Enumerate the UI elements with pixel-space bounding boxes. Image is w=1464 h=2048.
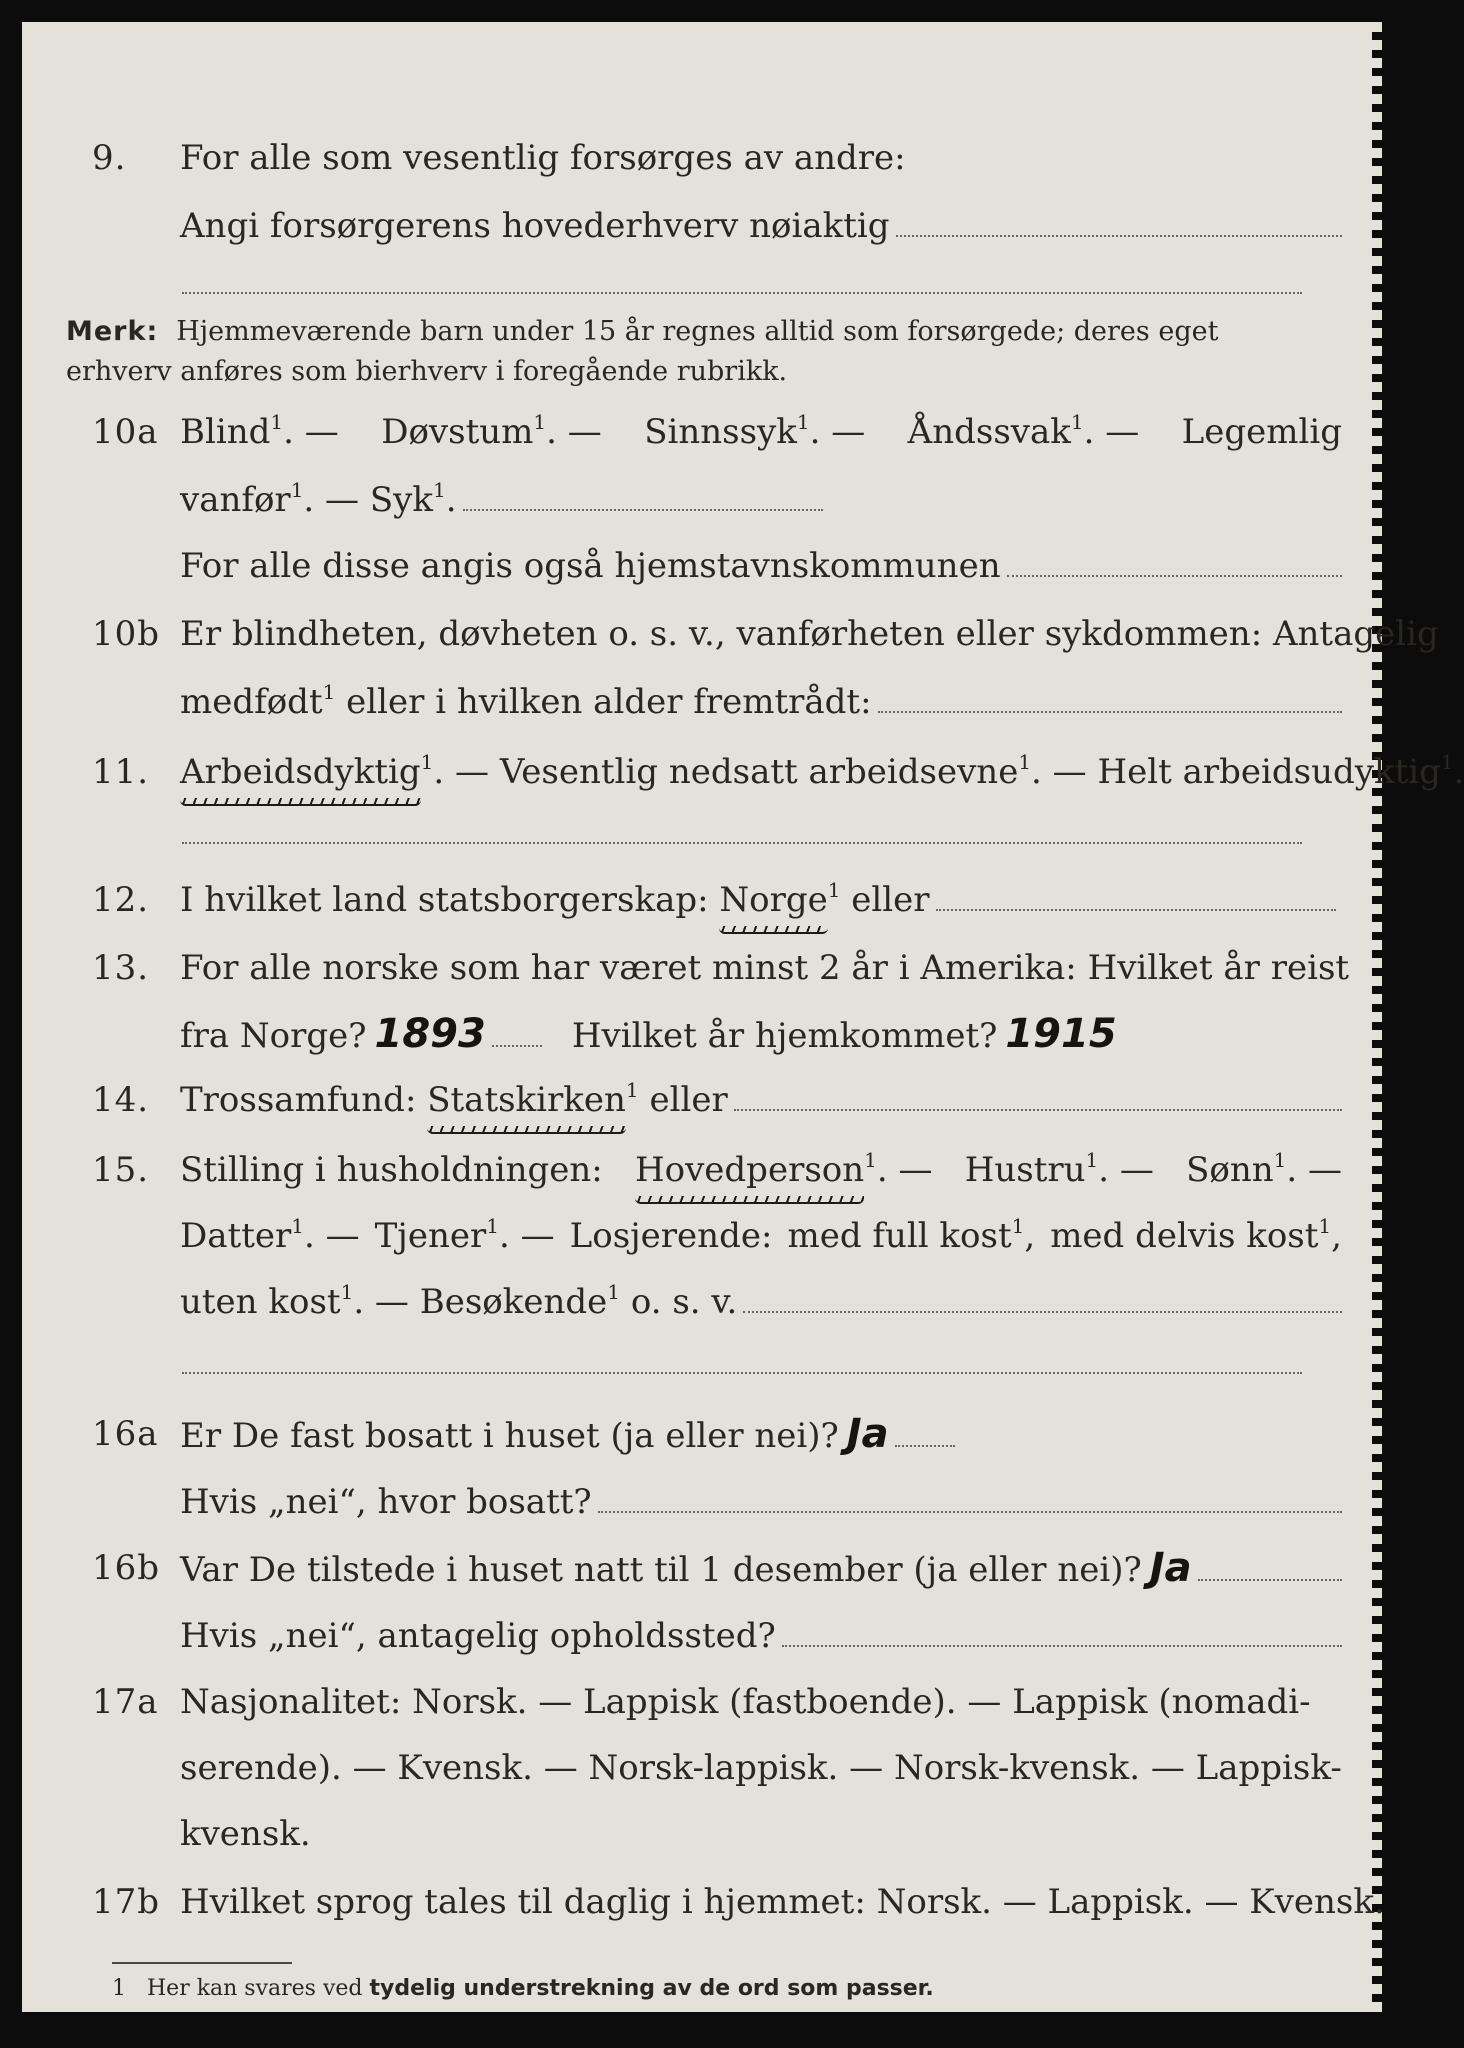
q12-eller: eller: [851, 880, 930, 920]
q11-row: 11. Arbeidsdyktig$^1$. — Vesentlig nedsatt arbeidsevne$^1$. — Helt arbeidsudyktig$^1$.: [62, 744, 1342, 800]
q17a-row2: [62, 1740, 1342, 1796]
option-norge-underlined[interactable]: Norge: [719, 872, 827, 928]
option-delvis-kost[interactable]: med delvis kost: [1050, 1216, 1319, 1256]
q15-row3: uten kost$^1$. — Besøkende$^1$ o. s. v.: [62, 1274, 1342, 1330]
q9-row: [62, 130, 1342, 186]
option-sinnssyk[interactable]: Sinnssyk: [644, 412, 797, 452]
q11-number: 11.: [92, 752, 150, 792]
q16a-number: 16a: [92, 1414, 159, 1454]
q13-fra: fra Norge?: [180, 1016, 367, 1056]
q14-row: 14. Trossamfund: Statskirken$^1$ eller: [62, 1072, 1342, 1128]
q9-number: 9.: [92, 138, 127, 178]
q13-row2: [62, 1006, 1342, 1062]
footnote-rule: [112, 1962, 292, 1964]
q10b-row: [62, 606, 1439, 662]
q16b-answer-line[interactable]: [782, 1645, 1342, 1647]
q9-answer-line[interactable]: [896, 235, 1342, 237]
option-helt-arbeidsudyktig[interactable]: Helt arbeidsudyktig: [1097, 752, 1441, 792]
option-vesentlig-nedsatt[interactable]: Vesentlig nedsatt arbeidsevne: [499, 752, 1019, 792]
q10b-number: 10b: [92, 614, 161, 654]
q16a-line1: Er De fast bosatt i huset (ja eller nei)?: [180, 1416, 839, 1456]
q17a-line3: kvensk.: [180, 1814, 311, 1854]
option-dovstum[interactable]: Døvstum: [381, 412, 534, 452]
q15-number: 15.: [92, 1150, 150, 1190]
option-arbeidsdyktig-underlined[interactable]: Arbeidsdyktig: [180, 744, 421, 800]
q12-text: I hvilket land statsborgerskap:: [180, 880, 709, 920]
option-hustru[interactable]: Hustru: [964, 1150, 1086, 1190]
q16b-number: 16b: [92, 1548, 161, 1588]
footnote-bold-text: tydelig understrekning av de ord som passer.: [369, 1976, 934, 2001]
q13-hjem: Hvilket år hjemkommet?: [571, 1016, 998, 1056]
q16a-answer-line[interactable]: [598, 1511, 1342, 1513]
option-legemlig[interactable]: Legemlig: [1181, 412, 1342, 452]
option-blind[interactable]: Blind: [180, 412, 271, 452]
q10b-line2: eller i hvilken alder fremtrådt:: [346, 682, 872, 722]
q17b-number: 17b: [92, 1882, 161, 1922]
option-vanfor[interactable]: vanfør: [180, 480, 291, 520]
q13-line1: For alle norske som har været minst 2 år i Amerika: Hvilket år reist: [180, 948, 1350, 988]
q11-answer-line[interactable]: [182, 842, 1302, 844]
q17b-line1: Hvilket sprog tales til daglig i hjemmet: Norsk. — Lappisk. — Kvensk.: [180, 1882, 1385, 1922]
q16a-row2: [62, 1474, 1342, 1530]
option-andssvak[interactable]: Åndssvak: [907, 412, 1071, 452]
q10a-number: 10a: [92, 412, 159, 452]
q9-line1: For alle som vesentlig forsørges av andre:: [180, 138, 906, 178]
q16b-row2: [62, 1608, 1342, 1664]
handwritten-year-departed[interactable]: 1893: [374, 1011, 486, 1057]
q10b-row2: medfødt$^1$ eller i hvilken alder fremtrådt:: [62, 674, 1342, 730]
q16a-line2: Hvis „nei“, hvor bosatt?: [180, 1482, 592, 1522]
q16b-line1: Var De tilstede i huset natt til 1 desember (ja eller nei)?: [180, 1550, 1142, 1590]
option-uten-kost[interactable]: uten kost: [180, 1282, 341, 1322]
option-datter[interactable]: Datter: [180, 1216, 292, 1256]
q10a-answer-line[interactable]: [463, 509, 823, 511]
q9-row2: [62, 198, 1342, 254]
q17a-row: [62, 1674, 1342, 1730]
handwritten-answer-bosatt[interactable]: Ja: [846, 1411, 889, 1457]
handwritten-answer-tilstede[interactable]: Ja: [1149, 1545, 1192, 1591]
option-tjener[interactable]: Tjener: [374, 1216, 487, 1256]
q15-losjerende: Losjerende:: [569, 1216, 773, 1256]
q12-number: 12.: [92, 880, 150, 920]
q14-answer-line[interactable]: [734, 1109, 1342, 1111]
option-statskirken-underlined[interactable]: Statskirken: [427, 1072, 626, 1128]
hjemstavn-answer-line[interactable]: [1007, 575, 1342, 577]
q13-number: 13.: [92, 948, 150, 988]
option-full-kost[interactable]: med full kost: [787, 1216, 1012, 1256]
q15-osv: o. s. v.: [630, 1282, 738, 1322]
q15-row2: Datter$^1$. — Tjener$^1$. — Losjerende: med full kost$^1$, med delvis kost$^1$,: [62, 1208, 1342, 1264]
q15-answer-line[interactable]: [743, 1311, 1342, 1313]
q17a-number: 17a: [92, 1682, 159, 1722]
q14-label: Trossamfund:: [180, 1080, 417, 1120]
handwritten-year-returned[interactable]: 1915: [1005, 1011, 1117, 1057]
q16a-row: [62, 1406, 1342, 1462]
q10a-row3: [62, 538, 1342, 594]
q12-row: 12. I hvilket land statsborgerskap: Norge$^1$ eller: [62, 872, 1342, 928]
merk-label: Merk:: [66, 316, 159, 347]
q16b-row: [62, 1540, 1342, 1596]
option-sonn[interactable]: Sønn: [1186, 1150, 1274, 1190]
q9-answer-line-2[interactable]: [182, 292, 1302, 294]
q13-row: [62, 940, 1350, 996]
q14-number: 14.: [92, 1080, 150, 1120]
option-syk[interactable]: Syk: [369, 480, 433, 520]
q17a-row3: [62, 1806, 1342, 1862]
option-hovedperson-underlined[interactable]: Hovedperson: [635, 1142, 864, 1198]
merk-note: [66, 312, 1302, 392]
census-form-page: [22, 22, 1464, 2012]
q10a-line3: For alle disse angis også hjemstavnskommunen: [180, 546, 1001, 586]
q10a-row: 10a Blind$^1$. — Døvstum$^1$. — Sinnssyk$^1$. — Åndssvak$^1$. — Legemlig: [62, 404, 1342, 460]
option-medfodt[interactable]: medfødt: [180, 682, 323, 722]
q14-eller: eller: [649, 1080, 728, 1120]
q15-answer-line-2[interactable]: [182, 1372, 1302, 1374]
option-besokende[interactable]: Besøkende: [419, 1282, 608, 1322]
footnote-mark: 1: [112, 1976, 126, 2001]
q10b-answer-line[interactable]: [878, 711, 1342, 713]
footnote: [112, 1974, 934, 2004]
q15-label: Stilling i husholdningen:: [180, 1150, 603, 1190]
q10a-row2: vanfør$^1$. — Syk$^1$.: [62, 472, 1342, 528]
q16b-line2: Hvis „nei“, antagelig opholdssted?: [180, 1616, 776, 1656]
footnote-text: Her kan svares ved: [146, 1976, 363, 2001]
q10b-line1: Er blindheten, døvheten o. s. v., vanførheten eller sykdommen: Antagelig: [180, 614, 1439, 654]
q17a-line1: Nasjonalitet: Norsk. — Lappisk (fastboende). — Lappisk (nomadi-: [180, 1682, 1311, 1722]
merk-text: Hjemmeværende barn under 15 år regnes alltid som forsørgede; deres eget erhverv anføres som bierhverv i foregående rubrikk.: [66, 316, 1219, 387]
q12-answer-line[interactable]: [936, 909, 1336, 911]
q9-line2: Angi forsørgerens hovederhverv nøiaktig: [180, 206, 890, 246]
perforated-edge: [1372, 22, 1382, 2012]
q17b-row: [62, 1874, 1385, 1930]
q17a-line2: serende). — Kvensk. — Norsk-lappisk. — Norsk-kvensk. — Lappisk-: [180, 1748, 1342, 1788]
q15-row: 15. Stilling i husholdningen: Hovedperson$^1$. — Hustru$^1$. — Sønn$^1$. —: [62, 1142, 1342, 1198]
